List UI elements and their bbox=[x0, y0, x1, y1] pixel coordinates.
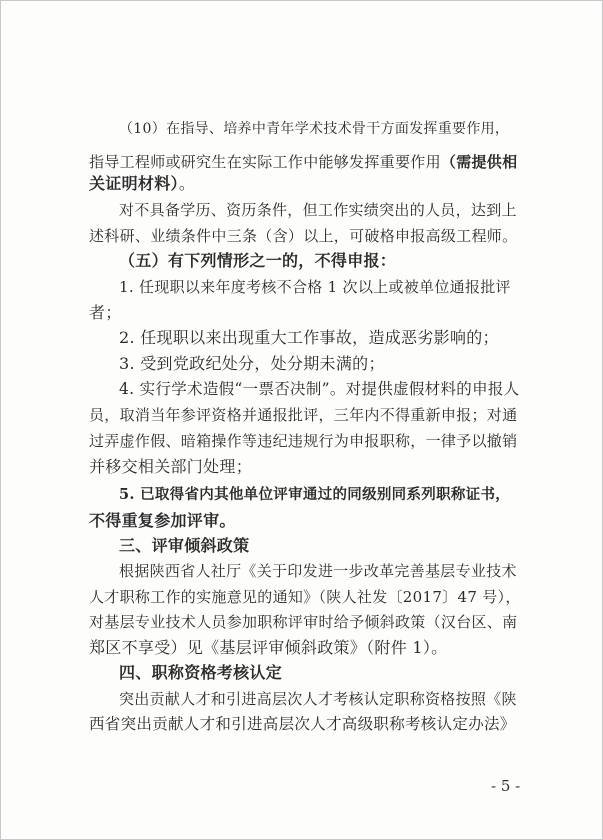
text-line: （10）在指导、培养中青年学术技术骨干方面发挥重要作用， bbox=[119, 121, 510, 137]
text-line: 1. 任现职以来年度考核不合格 1 次以上或被单位通报批评 bbox=[119, 278, 511, 296]
text-line: 5. 已取得省内其他单位评审通过的同级别同系列职称证书， bbox=[119, 486, 511, 503]
section-heading: 四、职称资格考核认定 bbox=[119, 663, 283, 682]
text-line: 述科研、业绩条件中三条（含）以上，可破格申报高级工程师。 bbox=[89, 227, 518, 245]
text-line: 员，取消当年参评资格并通报批评，三年内不得重新申报；对通 bbox=[89, 406, 518, 424]
text-line: 郑区不享受）见《基层评审倾斜政策》（附件 1）。 bbox=[89, 638, 448, 657]
text-line: 3. 受到党政纪处分，处分期未满的； bbox=[119, 354, 385, 373]
text-line: 不得重复参加评审。 bbox=[89, 511, 236, 530]
page-number: - 5 - bbox=[491, 777, 521, 795]
text-line: 2. 任现职以来出现重大工作事故，造成恶劣影响的； bbox=[119, 328, 499, 347]
text-line: 过弄虚作假、暗箱操作等违纪违规行为申报职称，一律予以撤销 bbox=[89, 432, 518, 450]
text-line: 根据陕西省人社厅《关于印发进一步改革完善基层专业技术 bbox=[119, 562, 517, 580]
text-line: 4. 实行学术造假“一票否决制”。对提供虚假材料的申报人 bbox=[119, 380, 520, 398]
text-line: 人才职称工作的实施意见的通知》（陕人社发〔2017〕47 号）， bbox=[89, 588, 521, 606]
text-line: 者； bbox=[89, 303, 122, 322]
text-line: 关证明材料）。 bbox=[89, 174, 196, 193]
text-line: 对基层专业技术人员参加职称评审时给予倾斜政策（汉台区、南 bbox=[89, 613, 518, 631]
text-line: 指导工程师或研究生在实际工作中能够发挥重要作用（需提供相 bbox=[89, 153, 518, 171]
text-line: 并移交相关部门处理； bbox=[89, 457, 253, 476]
section-heading: 三、评审倾斜政策 bbox=[119, 536, 250, 555]
section-heading: （五）有下列情形之一的，不得申报： bbox=[119, 251, 397, 270]
text-line: 突出贡献人才和引进高层次人才考核认定职称资格按照《陕 bbox=[119, 690, 517, 708]
text-line: 对不具备学历、资历条件，但工作实绩突出的人员，达到上 bbox=[119, 201, 517, 219]
text-line: 西省突出贡献人才和引进高层次人才高级职称考核认定办法》 bbox=[89, 715, 516, 733]
